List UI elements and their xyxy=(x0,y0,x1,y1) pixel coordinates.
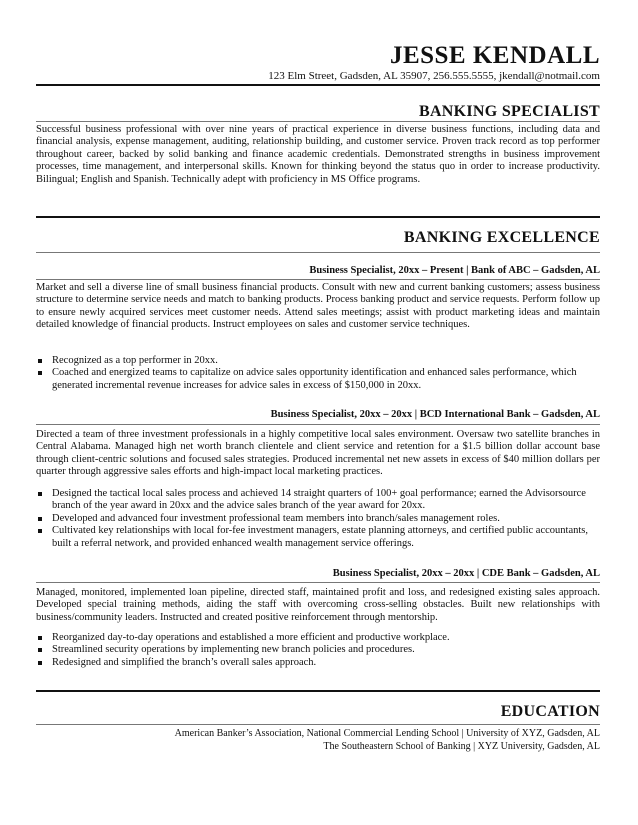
job-bullets-1 xyxy=(36,355,600,392)
experience-title: BANKING EXCELLENCE xyxy=(403,229,600,246)
job-bullets-2 xyxy=(36,488,600,550)
education-line-1: American Banker’s Association, National Commercial Lending School | University of XYZ, Gadsden, AL xyxy=(174,728,600,739)
list-item: Reorganized day-to-day operations and established a more efficient and productive workplace. xyxy=(36,632,600,644)
summary-title-divider xyxy=(36,121,600,122)
job-description-1: Market and sell a diverse line of small business financial products. Consult with new and current banking customers; assess business structure to determine service needs and match to banking products. Process banking product and service requests. Perform follow up to ensure newly acquired services meet customer needs. Attend sales meetings; assist with product marketing ideas and maintain detailed knowledge of financial products. Instruct employees on sales and customer service techniques. xyxy=(36,282,600,331)
education-title-divider xyxy=(36,724,600,725)
job-divider-1 xyxy=(36,279,600,280)
list-item: Streamlined security operations by implementing new branch policies and procedures. xyxy=(36,644,600,656)
job-divider-3 xyxy=(36,582,600,583)
list-item: Developed and advanced four investment professional team members into branch/sales management roles. xyxy=(36,513,600,525)
job-description-3: Managed, monitored, implemented loan pipeline, directed staff, maintained profit and loss, and redesigned existing sales approach. Developed special training methods, aiding the staff with overcoming cross-selling obstacles. Built new relationships with business/community leaders. Instructed and created positive reinforcement through mentorship. xyxy=(36,587,600,623)
summary-title: BANKING SPECIALIST xyxy=(418,103,600,120)
job-bullets-3 xyxy=(36,632,600,669)
education-title: EDUCATION xyxy=(500,703,600,720)
list-item: Redesigned and simplified the branch’s overall sales approach. xyxy=(36,657,600,669)
summary-paragraph: Successful business professional with over nine years of practical experience in diverse business functions, including data and financial analysis, expense management, auditing, relationship building, and customer service. Proven track record as top performer throughout career, backed by solid banking and finance academic credentials. Demonstrated strengths in business improvement processes, time management, and interpersonal skills. Known for thinking beyond the status quo in order to increase productivity. Bilingual; English and Spanish. Technically adept with proficiency in MS Office programs. xyxy=(36,124,600,185)
experience-divider xyxy=(36,216,600,218)
list-item: Coached and energized teams to capitalize on advice sales opportunity identification and enhanced sales performance, which generated incremental revenue increases for advice sales in excess of $150,000 in 20xx. xyxy=(36,367,600,392)
candidate-name: JESSE KENDALL xyxy=(389,42,600,69)
header-divider xyxy=(36,84,600,86)
list-item: Designed the tactical local sales process and achieved 14 straight quarters of 100+ goal performance; earned the Advisorsource branch of the year award in 20xx and the advice sales branch of the year award for 20xx. xyxy=(36,488,600,513)
job-title-3: Business Specialist, 20xx – 20xx | CDE Bank – Gadsden, AL xyxy=(332,568,600,579)
job-description-2: Directed a team of three investment professionals in a highly competitive local sales environment. Oversaw two satellite branches in Central Alabama. Managed high net worth branch clientele and client service and retention for a $1.5 billion dollar account base through client-centric solutions and focused sales strategies. Produced incremental net new assets in excess of $40 million dollars per quarter through aggressive sales efforts and high-impact local marketing practices. xyxy=(36,429,600,478)
job-title-1: Business Specialist, 20xx – Present | Bank of ABC – Gadsden, AL xyxy=(309,265,600,276)
list-item: Recognized as a top performer in 20xx. xyxy=(36,355,600,367)
education-line-2: The Southeastern School of Banking | XYZ University, Gadsden, AL xyxy=(323,741,600,752)
job-title-2: Business Specialist, 20xx – 20xx | BCD International Bank – Gadsden, AL xyxy=(270,409,600,420)
experience-title-divider xyxy=(36,252,600,253)
contact-info: 123 Elm Street, Gadsden, AL 35907, 256.555.5555, jkendall@notmail.com xyxy=(268,70,600,82)
education-divider xyxy=(36,690,600,692)
job-divider-2 xyxy=(36,424,600,425)
list-item: Cultivated key relationships with local for-fee investment managers, estate planning attorneys, and certified public accountants, built a referral network, and provided enhanced wealth management service offerings. xyxy=(36,525,600,550)
